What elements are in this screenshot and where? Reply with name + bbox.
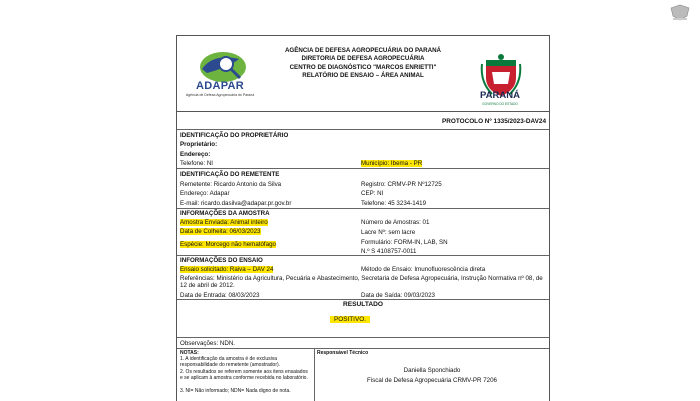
amostra-formulario: Formulário: FORM-IN, LAB, SN <box>361 239 448 246</box>
ensaio-data-saida: Data de Saída: 09/03/2023 <box>361 292 435 299</box>
agency-line-1: AGÊNCIA DE DEFESA AGROPECUÁRIA DO PARANÁ <box>284 47 442 54</box>
remetente-telefone: Telefone: 45 3234-1419 <box>361 200 427 207</box>
responsavel-name: Daniella Sponchiado <box>403 367 461 374</box>
amostra-data-colheita: Data de Colheita: 06/03/2023 <box>180 228 261 235</box>
remetente-name: Remetente: Ricardo Antonio da Silva <box>180 181 282 188</box>
ensaio-metodo: Método de Ensaio: Imunofluorescência direta <box>361 266 486 273</box>
proprietario-telefone: Telefone: NI <box>180 160 214 167</box>
amostra-ns: N.º S 4108757-0011 <box>361 248 417 255</box>
ensaio-solicitado: Ensaio solicitado: Raiva – DAV 24 <box>180 266 274 273</box>
ensaio-data-entrada: Data de Entrada: 08/03/2023 <box>180 292 260 299</box>
section-title-amostra: INFORMAÇÕES DA AMOSTRA <box>180 210 270 217</box>
divider <box>177 348 549 349</box>
resultado-title: RESULTADO <box>342 301 384 308</box>
remetente-endereco: Endereço: Adapar <box>180 190 230 197</box>
remetente-email: E-mail: ricardo.dasilva@adapar.pr.gov.br <box>180 200 292 207</box>
protocol-number: PROTOCOLO Nº 1335/2023-DAV24 <box>441 118 546 125</box>
notas-item-1: 1. A identificação da amostra é de exclusiva responsabilidade do remetente (amostrador). <box>180 356 281 368</box>
divider <box>177 208 549 209</box>
amostra-numero: Número de Amostras: 01 <box>361 219 430 226</box>
report-header <box>177 36 549 112</box>
resultado-value: POSITIVO. <box>330 316 370 323</box>
divider <box>177 129 549 130</box>
responsavel-title: Responsável Técnico <box>317 350 369 356</box>
adapar-subtitle: Agência de Defesa Agropecuária do Paraná <box>185 93 255 97</box>
amostra-enviada: Amostra Enviada: Animal inteiro <box>180 219 268 226</box>
section-title-ensaio: INFORMAÇÕES DO ENSAIO <box>180 257 263 264</box>
observacoes: Observações: NDN. <box>180 340 236 347</box>
agency-line-4: RELATÓRIO DE ENSAIO – ÁREA ANIMAL <box>302 71 424 79</box>
parana-wordmark: PARANÁ <box>480 90 520 101</box>
agency-line-2: DIRETORIA DE DEFESA AGROPECUÁRIA <box>301 55 425 63</box>
parana-corner-logo <box>667 4 693 22</box>
endereco-label: Endereço: <box>180 151 211 158</box>
parana-subtitle: GOVERNO DO ESTADO <box>482 102 518 106</box>
adapar-wordmark: ADAPAR <box>195 80 245 92</box>
ensaio-referencias: Referências: Ministério da Agricultura, Pecuária e Abastecimento, Secretaria de Defesa Agropecuária, Instrução Normativa nº 08, de 12 de abril de 2012. <box>180 275 543 290</box>
notas-item-3: 3. NI= Não informado; NDN= Nada digno de nota. <box>180 388 291 394</box>
divider <box>177 299 549 300</box>
notas-item-2: 2. Os resultados se referem somente aos itens ensaiados e se aplicam à amostra conforme recebida no laboratório. <box>180 369 308 381</box>
proprietario-municipio: Município: Ibema - PR <box>361 160 423 167</box>
remetente-cep: CEP: NI <box>361 190 384 197</box>
column-divider <box>314 348 315 401</box>
divider <box>177 168 549 169</box>
section-title-remetente: IDENTIFICAÇÃO DO REMETENTE <box>180 171 280 178</box>
notas-title: NOTAS: <box>180 350 199 356</box>
remetente-registro: Registro: CRMV-PR Nº12725 <box>361 181 442 188</box>
section-title-proprietario: IDENTIFICAÇÃO DO PROPRIETÁRIO <box>180 132 289 139</box>
amostra-lacre: Lacre Nº: sem lacre <box>361 229 416 236</box>
responsavel-role: Fiscal de Defesa Agropecuária CRMV-PR 7206 <box>367 377 497 384</box>
divider <box>177 255 549 256</box>
proprietario-label: Proprietário: <box>180 141 218 148</box>
agency-heading <box>265 47 461 80</box>
amostra-especie: Espécie: Morcego não hematófago <box>180 241 276 248</box>
agency-line-3: CENTRO DE DIAGNÓSTICO "MARCOS ENRIETTI" <box>289 63 437 71</box>
report-page <box>176 35 550 401</box>
divider <box>177 337 549 338</box>
